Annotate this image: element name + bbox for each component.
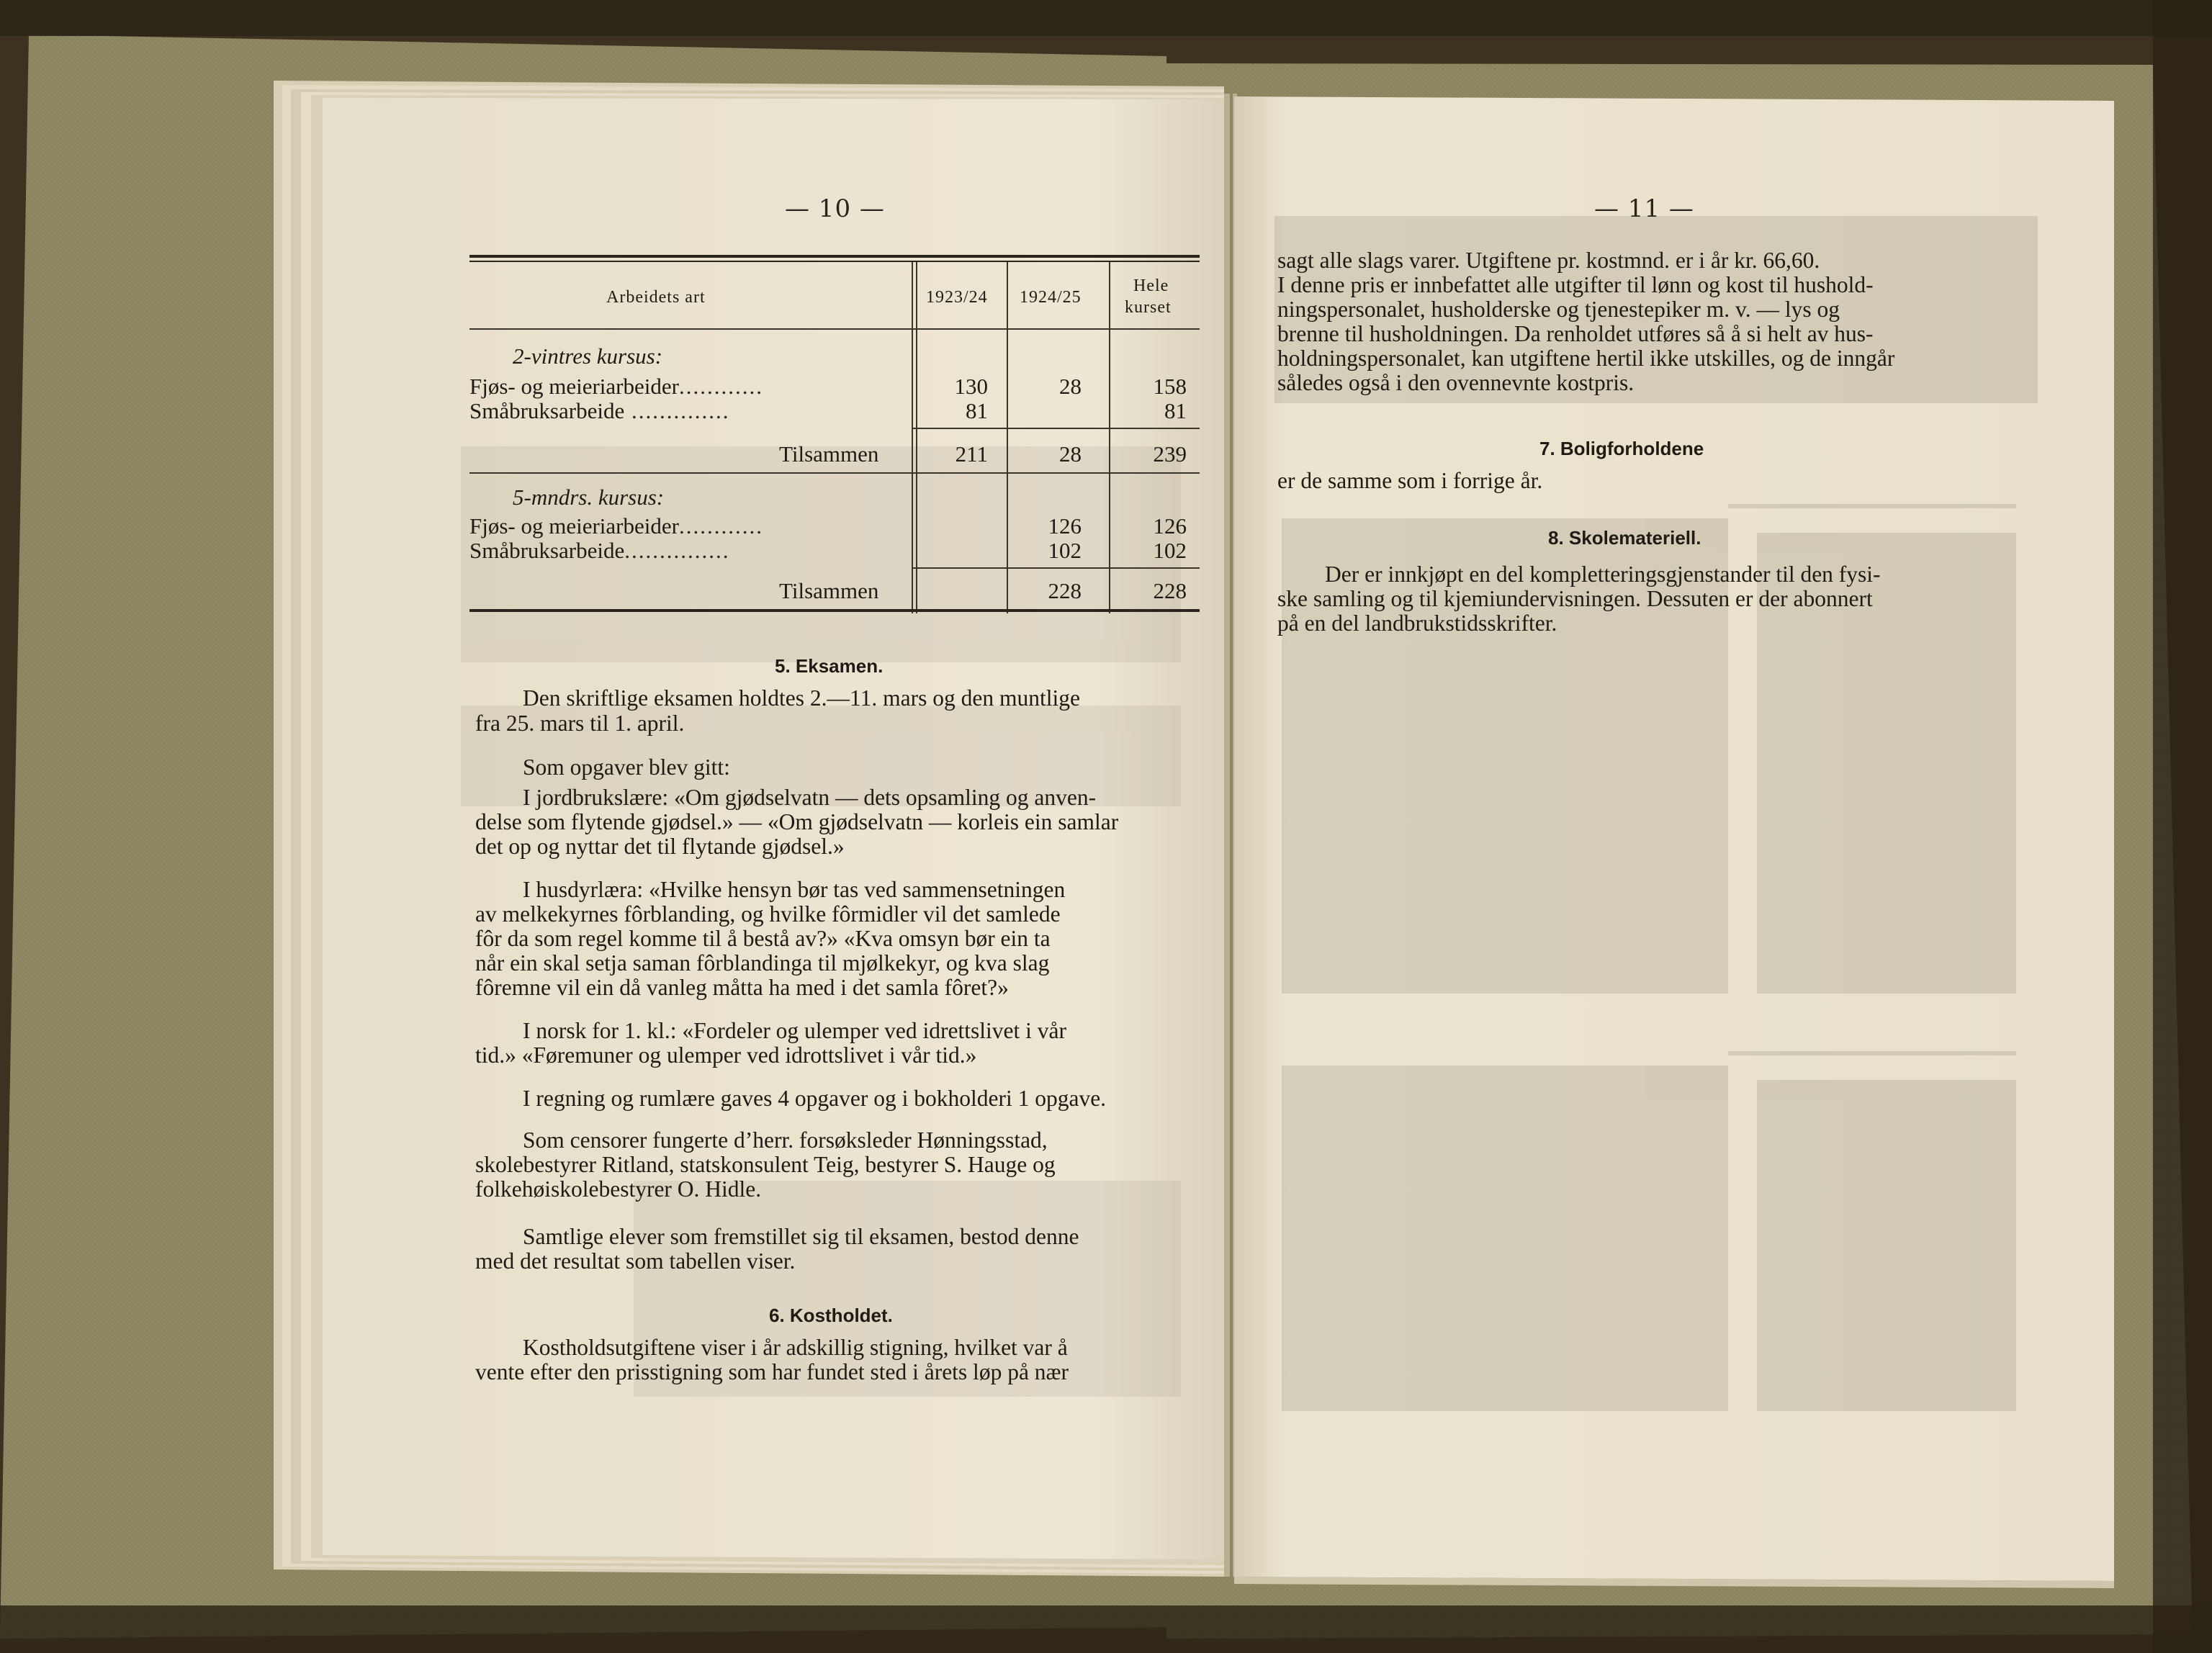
cell: 102 (1048, 538, 1082, 563)
row-label: Småbruksarbeide .............. (469, 398, 730, 423)
table-top-rule (469, 255, 1200, 258)
text-line: Som censorer fungerte d’herr. forsøksleder Hønningsstad, (523, 1127, 1048, 1153)
cell: 158 (1153, 374, 1187, 399)
workhours-table (469, 255, 1200, 613)
text-line: det op og nyttar det til flytande gjødsel.» (475, 834, 845, 859)
total-label: Tilsammen (779, 441, 879, 467)
row-label: Småbruksarbeide............... (469, 538, 730, 563)
text-line: Kostholdsutgiftene viser i år adskillig stigning, hvilket var å (523, 1335, 1068, 1360)
header-bottom-rule (469, 328, 1200, 330)
row-label: Fjøs- og meieriarbeider............ (469, 513, 763, 539)
text-line: med det resultat som tabellen viser. (475, 1248, 796, 1274)
row-label-text: Fjøs- og meieriarbeider (469, 374, 679, 399)
cell: 228 (1153, 578, 1187, 603)
cell: 28 (1059, 374, 1082, 399)
section-title-2-vintres: 2-vintres kursus: (513, 343, 663, 369)
text-line: er de samme som i forrige år. (1277, 468, 1543, 493)
text-line: I jordbrukslære: «Om gjødselvatn — dets opsamling og anven- (523, 785, 1097, 810)
cell: 81 (1164, 398, 1187, 423)
cell: 28 (1059, 441, 1082, 467)
section-rule (469, 472, 1200, 474)
subtotal-rule (912, 567, 1200, 569)
text-line: fôremne vil ein då vanleg måtta ha med i det samla fôret?» (475, 975, 1009, 1000)
total-label: Tilsammen (779, 578, 879, 603)
row-label-text: Småbruksarbeide (469, 398, 625, 423)
text-line: I denne pris er innbefattet alle utgifter til lønn og kost til hushold- (1277, 272, 1874, 297)
row-label-text: Fjøs- og meieriarbeider (469, 513, 679, 539)
cell: 126 (1153, 513, 1187, 539)
cell: 228 (1048, 578, 1082, 603)
text-line: skolebestyrer Ritland, statskonsulent Teig, bestyrer S. Hauge og (475, 1152, 1056, 1177)
section-7-heading: 7. Boligforholdene (1539, 438, 1704, 459)
text-line: vente efter den prisstigning som har fundet sted i årets løp på nær (475, 1359, 1069, 1384)
text-line: sagt alle slags varer. Utgiftene pr. kostmnd. er i år kr. 66,60. (1277, 248, 1820, 273)
right-page-number: — 11 — (1594, 194, 1694, 223)
table-bottom-rule (469, 609, 1200, 612)
text-line: folkehøiskolebestyrer O. Hidle. (475, 1176, 762, 1202)
left-page-number: — 10 — (785, 194, 885, 223)
table-top-rule-2 (469, 261, 1200, 262)
text-line: I regning og rumlære gaves 4 opgaver og i bokholderi 1 opgave. (523, 1086, 1107, 1111)
header-kurset: kurset (1125, 298, 1172, 317)
text-line: delse som flytende gjødsel.» — «Om gjødselvatn — korleis ein samlar (475, 809, 1119, 834)
text-line: fra 25. mars til 1. april. (475, 711, 685, 736)
section-title-5-mndrs: 5-mndrs. kursus: (513, 485, 665, 510)
text-line: holdningspersonalet, kan utgiftene hertil ikke utskilles, og de inngår (1277, 346, 1895, 371)
text-line: Som opgaver blev gitt: (523, 755, 730, 780)
text-line: av melkekyrnes fôrblanding, og hvilke fôrmidler vil det samlede (475, 901, 1061, 927)
header-1923-24: 1923/24 (926, 288, 988, 307)
header-1924-25: 1924/25 (1020, 288, 1082, 307)
text-line: tid.» «Føremuner og ulemper ved idrottslivet i vår tid.» (475, 1042, 977, 1068)
subtotal-rule (912, 428, 1200, 429)
text-line: Samtlige elever som fremstillet sig til eksamen, bestod denne (523, 1224, 1079, 1249)
cell: 126 (1048, 513, 1082, 539)
header-hele: Hele (1133, 276, 1169, 295)
cell: 130 (954, 374, 988, 399)
section-5-heading: 5. Eksamen. (775, 655, 884, 677)
text-line: således også i den ovennevnte kostpris. (1277, 370, 1635, 395)
text-line: I norsk for 1. kl.: «Fordeler og ulemper ved idrettslivet i vår (523, 1018, 1066, 1043)
section-8-heading: 8. Skolemateriell. (1548, 527, 1701, 549)
cell: 81 (966, 398, 988, 423)
cell: 211 (955, 441, 988, 467)
text-line: når ein skal setja saman fôrblandinga til mjølkekyr, og kva slag (475, 950, 1050, 976)
row-label-text: Småbruksarbeide (469, 538, 625, 563)
text-line: ske samling og til kjemiundervisningen. Dessuten er der abonnert (1277, 586, 1873, 611)
section-6-heading: 6. Kostholdet. (769, 1305, 893, 1326)
header-arbeidets-art: Arbeidets art (606, 288, 706, 307)
text-line: ningspersonalet, husholderske og tjenestepiker m. v. — lys og (1277, 297, 1840, 322)
text-line: fôr da som regel komme til å bestå av?» «Kva omsyn bør ein ta (475, 926, 1051, 951)
cell: 239 (1153, 441, 1187, 467)
text-line: Den skriftlige eksamen holdtes 2.—11. mars og den muntlige (523, 685, 1080, 711)
table-vline-1b (916, 262, 917, 613)
text-line: Der er innkjøpt en del kompletteringsgjenstander til den fysi- (1325, 562, 1881, 587)
text-line: I husdyrlæra: «Hvilke hensyn bør tas ved sammensetningen (523, 877, 1066, 902)
row-label: Fjøs- og meieriarbeider............ (469, 374, 763, 399)
table-vline-1 (912, 262, 913, 613)
text-line: brenne til husholdningen. Da renholdet utføres så å si helt av hus- (1277, 321, 1874, 346)
cell: 102 (1153, 538, 1187, 563)
text-line: på en del landbrukstidsskrifter. (1277, 611, 1557, 636)
